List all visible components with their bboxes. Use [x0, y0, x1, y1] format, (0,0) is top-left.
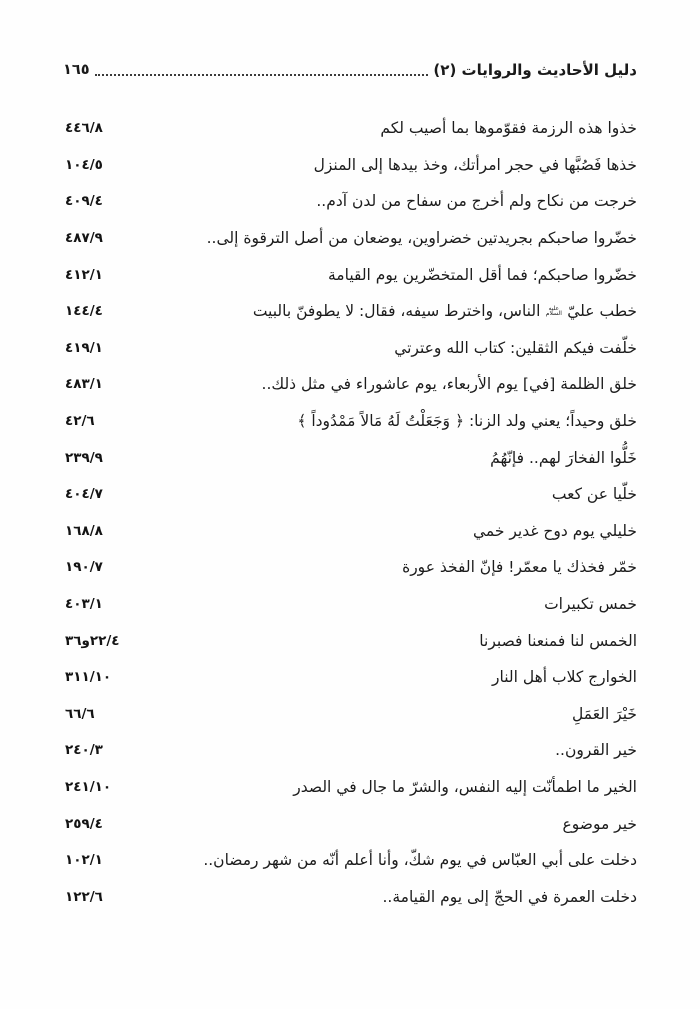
entry-text: خلق وحيداً؛ يعني ولد الزنا: ﴿ وَجَعَلْتُ لَهُ مَالاً مَمْدُوداً ﴾ [297, 412, 637, 431]
index-row [63, 622, 637, 659]
entry-ref: ٤٤٦/٨ [65, 120, 103, 137]
entry-text: الخمس لنا فمنعنا فصبرنا [479, 631, 637, 650]
index-row [63, 147, 637, 184]
index-row [63, 220, 637, 257]
index-row [63, 769, 637, 806]
entry-ref: ٢٢/٤و٣٦ [65, 632, 120, 649]
index-row [63, 586, 637, 623]
hadith-index-list [63, 110, 637, 915]
book-title: دليل الأحاديث والروايات (٢) [433, 61, 637, 79]
entry-ref: ٣١١/١٠ [65, 669, 112, 686]
running-head [63, 58, 637, 82]
index-row [63, 110, 637, 147]
page-number: ١٦٥ [63, 62, 90, 78]
entry-text: خذها فَصُبَّها في حجر امرأتك، وخذ بيدها إلى المنزل [313, 155, 637, 174]
entry-ref: ٤٨٣/١ [65, 376, 103, 393]
index-row [63, 513, 637, 550]
index-row [63, 476, 637, 513]
index-row [63, 732, 637, 769]
entry-ref: ١٦٨/٨ [65, 522, 103, 539]
index-row [63, 439, 637, 476]
index-row [63, 256, 637, 293]
entry-ref: ٤١٩/١ [65, 339, 103, 356]
entry-text: خلّيا عن كعب [551, 485, 637, 504]
index-row [63, 293, 637, 330]
entry-ref: ٤٠٣/١ [65, 596, 103, 613]
entry-ref: ١٢٢/٦ [65, 888, 103, 905]
index-row [63, 842, 637, 879]
entry-ref: ٤٨٧/٩ [65, 230, 103, 247]
entry-text-before: خطب عليّ [567, 302, 637, 321]
entry-text: خير القرون.. [555, 741, 637, 760]
entry-text [253, 302, 637, 320]
entry-ref: ٢٣٩/٩ [65, 449, 103, 466]
entry-ref: ١٤٤/٤ [65, 303, 103, 320]
entry-ref: ٤٢/٦ [65, 413, 95, 430]
index-row [63, 549, 637, 586]
entry-text: خذوا هذه الرزمة فقوّموها بما أصيب لكم [380, 119, 637, 138]
entry-ref: ٢٥٩/٤ [65, 815, 103, 832]
entry-ref: ٢٤١/١٠ [65, 778, 112, 795]
entry-ref: ١٠٤/٥ [65, 156, 103, 173]
entry-text: خضّروا صاحبكم بجريدتين خضراوين، يوضعان من أصل الترقوة إلى.. [206, 229, 637, 248]
entry-ref: ٢٤٠/٣ [65, 742, 103, 759]
index-row [63, 403, 637, 440]
entry-ref: ١٩٠/٧ [65, 559, 103, 576]
entry-text: الخوارج كلاب أهل النار [492, 668, 637, 687]
entry-text: دخلت على أبي العبّاس في يوم شكّ، وأنا أعلم أنّه من شهر رمضان.. [203, 851, 637, 870]
entry-text: خمس تكبيرات [544, 595, 637, 614]
index-row [63, 330, 637, 367]
entry-text-after: الناس، واخترط سيفه، فقال: لا يطوفنّ بالبيت [252, 302, 541, 321]
index-row [63, 878, 637, 915]
entry-text: خير موضوع [562, 814, 637, 833]
entry-text: خَلُّوا الفخارَ لهم.. فإنّهُمُ [490, 448, 637, 467]
entry-ref: ٤١٢/١ [65, 266, 103, 283]
entry-text: الخير ما اطمأنّت إليه النفس، والشرّ ما جال في الصدر [293, 777, 637, 796]
entry-text: دخلت العمرة في الحجّ إلى يوم القيامة.. [382, 887, 637, 906]
entry-ref: ٤٠٤/٧ [65, 486, 103, 503]
entry-ref: ٦٦/٦ [65, 705, 95, 722]
dot-leader [95, 74, 429, 76]
index-row [63, 805, 637, 842]
index-row [63, 696, 637, 733]
entry-text: خلّفت فيكم الثقلين: كتاب الله وعترتي [394, 338, 637, 357]
entry-text: خمّر فخذك يا معمّر! فإنّ الفخذ عورة [402, 558, 637, 577]
honorific-alayhi-salam-mark: عليه السلام [545, 305, 562, 318]
entry-text: خَيْرَ العَمَلِ [572, 704, 637, 723]
entry-ref: ١٠٢/١ [65, 852, 103, 869]
index-row [63, 366, 637, 403]
entry-text: خضّروا صاحبكم؛ فما أقل المتخضّرين يوم القيامة [327, 265, 637, 284]
index-row [63, 659, 637, 696]
entry-text: خلق الظلمة [في] يوم الأربعاء، يوم عاشوراء في مثل ذلك.. [261, 375, 637, 394]
entry-ref: ٤٠٩/٤ [65, 193, 103, 210]
index-row [63, 183, 637, 220]
entry-text: خرجت من نكاح ولم أخرج من سفاح من لدن آدم.. [316, 192, 637, 211]
entry-text: خليلي يوم دوح غدير خمي [472, 521, 637, 540]
